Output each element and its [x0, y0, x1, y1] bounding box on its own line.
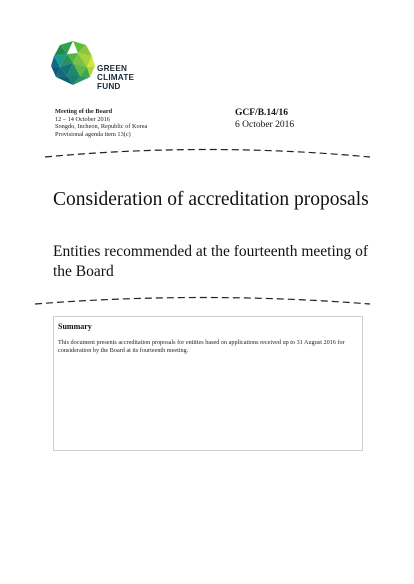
page-title: Consideration of accreditation proposals — [53, 189, 369, 210]
document-date: 6 October 2016 — [235, 120, 295, 130]
meeting-agenda-item: Provisional agenda item 13(c) — [55, 130, 131, 138]
meeting-place: Songdo, Incheon, Republic of Korea — [55, 123, 148, 131]
summary-box — [53, 316, 363, 451]
logo-line-3: FUND — [97, 82, 121, 91]
page-subtitle: Entities recommended at the fourteenth meeting of the Board — [53, 243, 369, 280]
meeting-dates: 12 – 14 October 2016 — [55, 115, 110, 123]
summary-heading: Summary — [58, 322, 92, 331]
divider-middle — [35, 294, 370, 308]
gcf-globe-icon — [50, 40, 96, 86]
meeting-title: Meeting of the Board — [55, 108, 113, 115]
meeting-info — [55, 108, 147, 138]
logo-line-1: GREEN — [97, 64, 128, 73]
summary-body: This document presents accreditation proposals for entities based on applications received up to 31 August 2016 for consideration by the Board at its fourteenth meeting. — [58, 339, 345, 355]
divider-top — [45, 146, 370, 160]
gcf-logo — [50, 40, 160, 100]
document-code: GCF/B.14/16 — [235, 108, 289, 118]
document-reference — [235, 107, 294, 131]
logo-wordmark — [97, 64, 134, 91]
logo-line-2: CLIMATE — [97, 73, 135, 82]
